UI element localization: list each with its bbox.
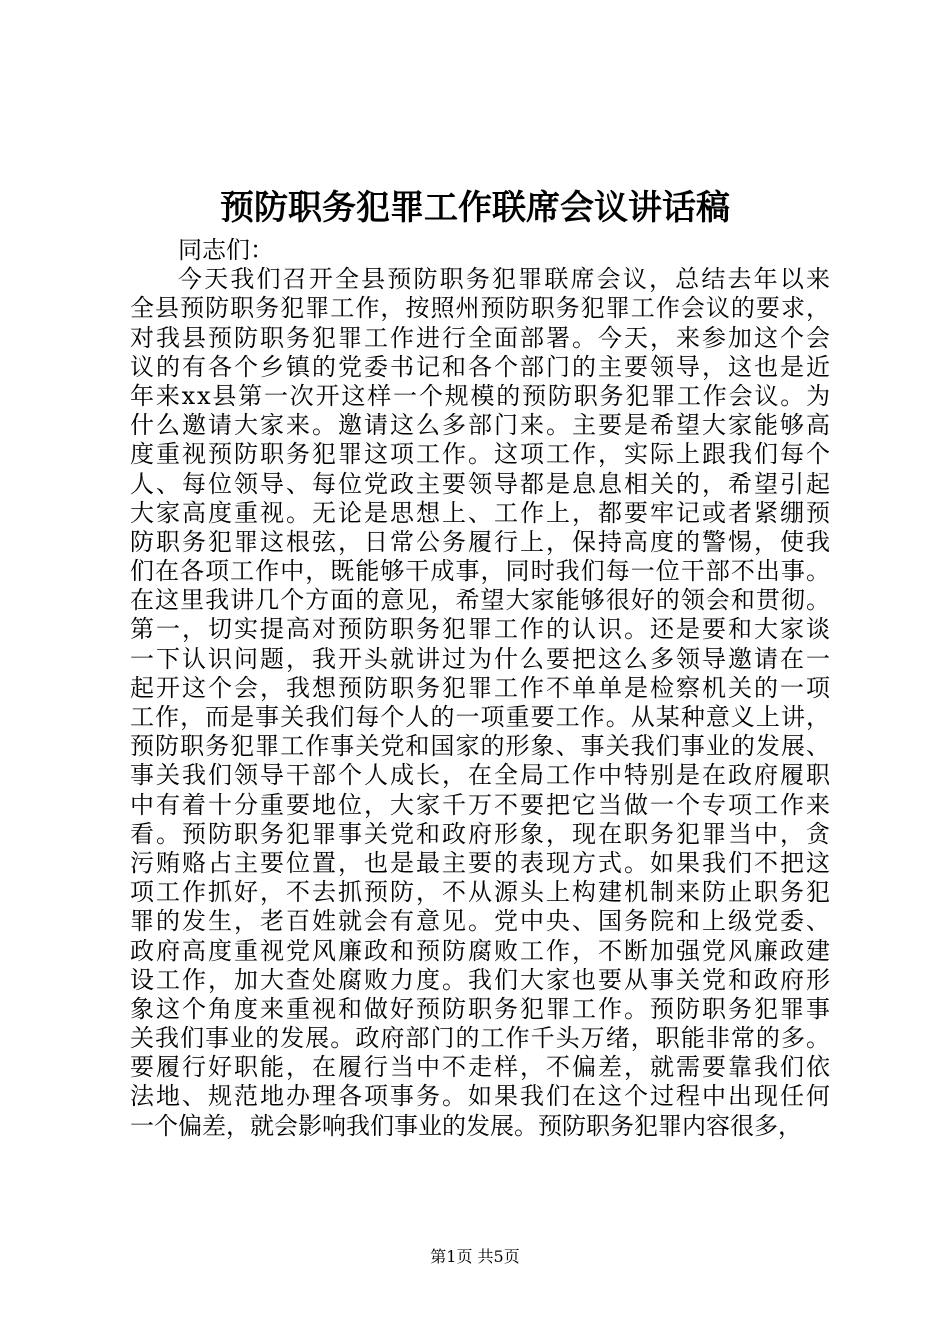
paragraph-line-text: 预防职务犯罪工作事关党和国家的形象、事关我们事业的发展、 [130, 732, 832, 761]
paragraph-line [130, 324, 830, 353]
paragraph-line-text: 年来xx县第一次开这样一个规模的预防职务犯罪工作会议。为 [130, 381, 832, 410]
paragraph-line-text: 中有着十分重要地位，大家千万不要把它当做一个专项工作来 [130, 790, 832, 819]
paragraph-line [130, 732, 830, 761]
paragraph-line-text: 防职务犯罪这根弦，日常公务履行上，保持高度的警惕，使我 [130, 527, 832, 556]
paragraph-line [130, 615, 830, 644]
paragraph-line-text: 一下认识问题，我开头就讲过为什么要把这么多领导邀请在一 [130, 644, 832, 673]
paragraph-line-text: 起开这个会，我想预防职务犯罪工作不单单是检察机关的一项 [130, 673, 832, 702]
paragraph-line-text: 人、每位领导、每位党政主要领导都是息息相关的，希望引起 [130, 469, 832, 498]
document-body [130, 236, 833, 1141]
paragraph-line [130, 557, 830, 586]
paragraph-line [130, 382, 830, 411]
paragraph-line [130, 674, 830, 703]
paragraph-line [130, 995, 830, 1024]
paragraph-line-text: 们在各项工作中，既能够干成事，同时我们每一位干部不出事。 [130, 557, 832, 586]
paragraph-line [130, 907, 830, 936]
salutation: 同志们： [178, 236, 274, 264]
paragraph-line-text: 法地、规范地办理各项事务。如果我们在这个过程中出现任何 [130, 1082, 832, 1111]
page-number-footer: 第1页 共5页 [430, 1247, 520, 1266]
paragraph-line-text: 今天我们召开全县预防职务犯罪联席会议，总结去年以来 [178, 265, 833, 294]
paragraph-line-text: 政府高度重视党风廉政和预防腐败工作，不断加强党风廉政建 [130, 936, 832, 965]
paragraph-line-text: 罪的发生，老百姓就会有意见。党中央、国务院和上级党委、 [130, 907, 832, 936]
paragraph-line [130, 1053, 830, 1082]
paragraph-line [130, 528, 830, 557]
paragraph-line-text: 大家高度重视。无论是思想上、工作上，都要牢记或者紧绷预 [130, 498, 832, 527]
paragraph-line [130, 966, 830, 995]
paragraph-line-text: 事关我们领导干部个人成长，在全局工作中特别是在政府履职 [130, 761, 832, 790]
paragraph-line [130, 586, 830, 615]
paragraph-line [130, 703, 830, 732]
paragraph-line [130, 353, 830, 382]
paragraph-line-text: 议的有各个乡镇的党委书记和各个部门的主要领导，这也是近 [130, 352, 832, 381]
salutation-line [130, 236, 830, 265]
paragraph-line [130, 820, 830, 849]
paragraph-line [130, 440, 830, 469]
paragraph-line [130, 1082, 830, 1111]
paragraph-line-text: 象这个角度来重视和做好预防职务犯罪工作。预防职务犯罪事 [130, 994, 832, 1023]
paragraph-line [130, 1024, 830, 1053]
paragraph-line [130, 499, 830, 528]
paragraph-line-text: 全县预防职务犯罪工作，按照州预防职务犯罪工作会议的要求， [130, 294, 832, 323]
paragraph-line-text: 看。预防职务犯罪事关党和政府形象，现在职务犯罪当中，贪 [130, 819, 832, 848]
paragraph-line-text: 设工作，加大查处腐败力度。我们大家也要从事关党和政府形 [130, 965, 832, 994]
paragraph-line-text: 关我们事业的发展。政府部门的工作千头万绪，职能非常的多。 [130, 1024, 832, 1053]
paragraph-line [130, 645, 830, 674]
paragraph-line [130, 878, 830, 907]
paragraph-line-text: 项工作抓好，不去抓预防，不从源头上构建机制来防止职务犯 [130, 878, 832, 907]
paragraph-line [130, 1112, 830, 1141]
paragraph-line-text: 污贿赂占主要位置，也是最主要的表现方式。如果我们不把这 [130, 848, 832, 877]
paragraph-line [130, 791, 830, 820]
paragraph-line-text: 什么邀请大家来。邀请这么多部门来。主要是希望大家能够高 [130, 411, 832, 440]
paragraph-line-text: 一个偏差，就会影响我们事业的发展。预防职务犯罪内容很多， [130, 1111, 802, 1140]
paragraph-line [130, 937, 830, 966]
paragraph-line [130, 849, 830, 878]
paragraph-line [130, 294, 830, 323]
paragraph-line-text: 第一，切实提高对预防职务犯罪工作的认识。还是要和大家谈 [130, 615, 832, 644]
paragraph-line [130, 470, 830, 499]
document-title: 预防职务犯罪工作联席会议讲话稿 [220, 188, 730, 228]
paragraph-line [130, 265, 833, 294]
paragraph-line [130, 411, 830, 440]
paragraph-line [130, 761, 830, 790]
paragraph-line-text: 工作，而是事关我们每个人的一项重要工作。从某种意义上讲， [130, 703, 832, 731]
paragraph-line-text: 在这里我讲几个方面的意见，希望大家能够很好的领会和贯彻。 [130, 586, 832, 615]
paragraph-line-text: 度重视预防职务犯罪这项工作。这项工作，实际上跟我们每个 [130, 440, 832, 469]
paragraph-line-text: 对我县预防职务犯罪工作进行全面部署。今天，来参加这个会 [130, 323, 832, 352]
paragraph-line-text: 要履行好职能，在履行当中不走样，不偏差，就需要靠我们依 [130, 1053, 832, 1082]
